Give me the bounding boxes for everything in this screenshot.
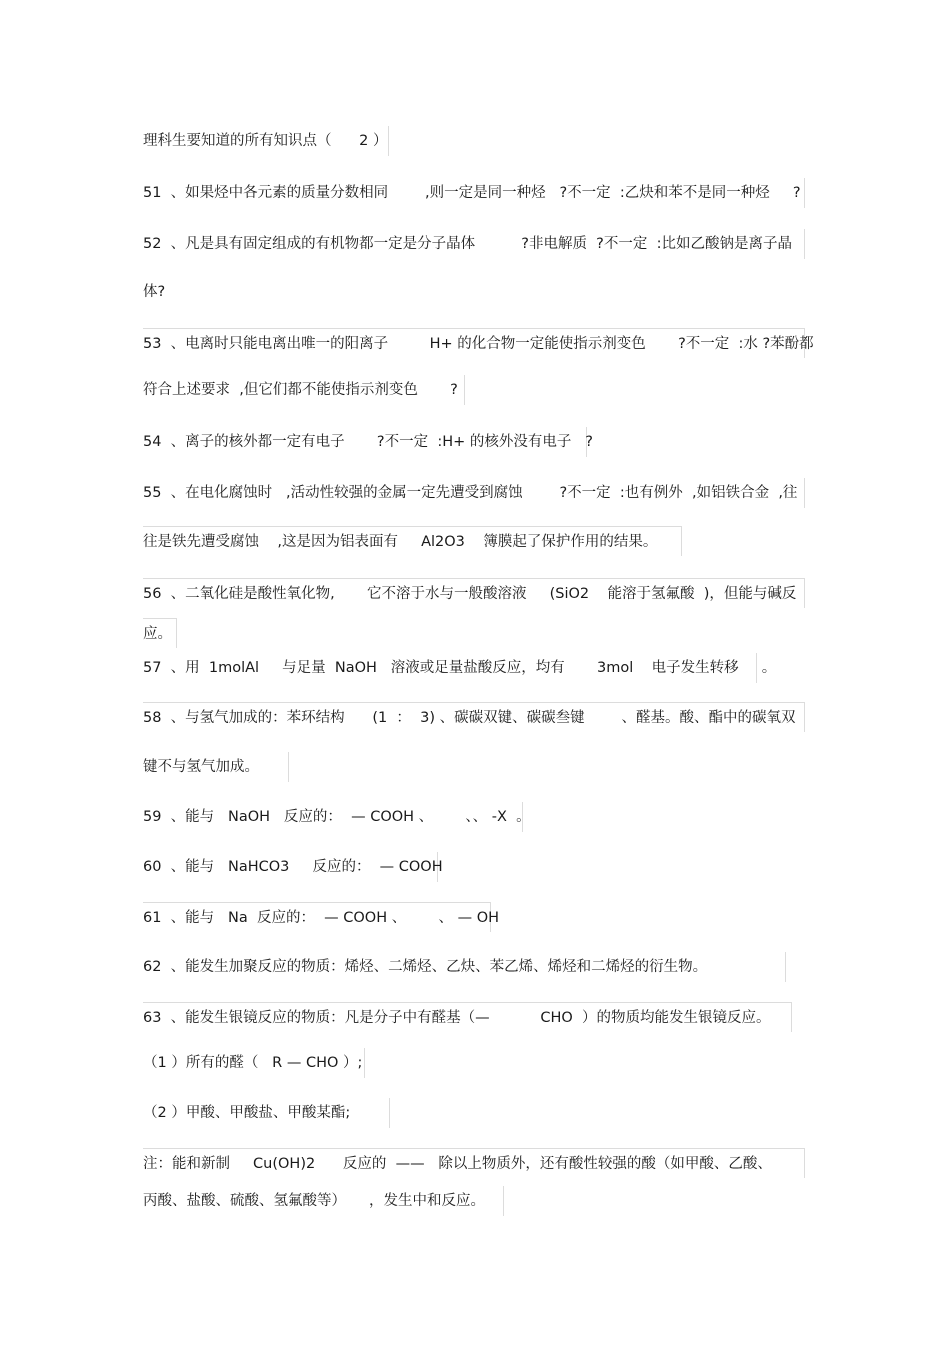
text-line-56: 56 、二氧化硅是酸性氧化物, 它不溶于水与一般酸溶液 (SiO2 能溶于氢氟酸 )，但能与碱反 (143, 578, 805, 608)
text-line-53: 53 、电离时只能电离出唯一的阳离子 H+ 的化合物一定能使指示剂变色 ?不一定 :水 ?苯酚都 (143, 328, 805, 358)
text-line-note-cont: 丙酸、盐酸、硫酸、氢氟酸等） ，发生中和反应。 (143, 1186, 504, 1216)
text-line-58: 58 、与氢气加成的：苯环结构 (1 ： 3) 、碳碳双键、碳碳叁键 、醛基。酸、酯中的碳氧双 (143, 702, 805, 732)
text-line-61: 61 、能与 Na 反应的： — COOH 、 、 — OH (143, 902, 491, 932)
text-line-56-cont: 应。 (143, 618, 177, 648)
text-line-58-cont: 键不与氢气加成。 (143, 752, 289, 782)
text-line-51: 51 、如果烃中各元素的质量分数相同 ,则一定是同一种烃 ?不一定 :乙炔和苯不是同一种烃 ? (143, 178, 805, 208)
text-line-57: 57 、用 1molAl 与足量 NaOH 溶液或足量盐酸反应，均有 3mol 电子发生转移 。 (143, 653, 757, 683)
text-line-60: 60 、能与 NaHCO3 反应的： — COOH (143, 852, 438, 882)
text-line-55-cont: 往是铁先遭受腐蚀 ,这是因为铝表面有 Al2O3 簿膜起了保护作用的结果。 (143, 526, 682, 556)
text-line-52: 52 、凡是具有固定组成的有机物都一定是分子晶体 ?非电解质 ?不一定 :比如乙酸钠是离子晶 (143, 229, 805, 259)
text-line-note: 注：能和新制 Cu(OH)2 反应的 —— 除以上物质外，还有酸性较强的酸（如甲酸、乙酸、 (143, 1148, 805, 1178)
document-title: 理科生要知道的所有知识点（ 2 ） (143, 126, 389, 156)
text-line-63-sub2: （2 ）甲酸、甲酸盐、甲酸某酯; (143, 1098, 390, 1128)
text-line-55: 55 、在电化腐蚀时 ,活动性较强的金属一定先遭受到腐蚀 ?不一定 :也有例外 ,如铝铁合金 ,往 (143, 478, 805, 508)
text-line-59: 59 、能与 NaOH 反应的： — COOH 、 、、 -X 。 (143, 802, 523, 832)
text-line-53-cont: 符合上述要求 ,但它们都不能使指示剂变色 ? (143, 375, 465, 405)
text-line-63: 63 、能发生银镜反应的物质：凡是分子中有醛基（— CHO ）的物质均能发生银镜反应。 (143, 1002, 792, 1032)
text-line-52-cont: 体? (143, 284, 166, 300)
text-line-54: 54 、离子的核外都一定有电子 ?不一定 :H+ 的核外没有电子 ? (143, 427, 587, 457)
text-line-62: 62 、能发生加聚反应的物质：烯烃、二烯烃、乙炔、苯乙烯、烯烃和二烯烃的衍生物。 (143, 952, 786, 982)
text-line-63-sub1: （1 ）所有的醛（ R — CHO ）; (143, 1048, 365, 1078)
